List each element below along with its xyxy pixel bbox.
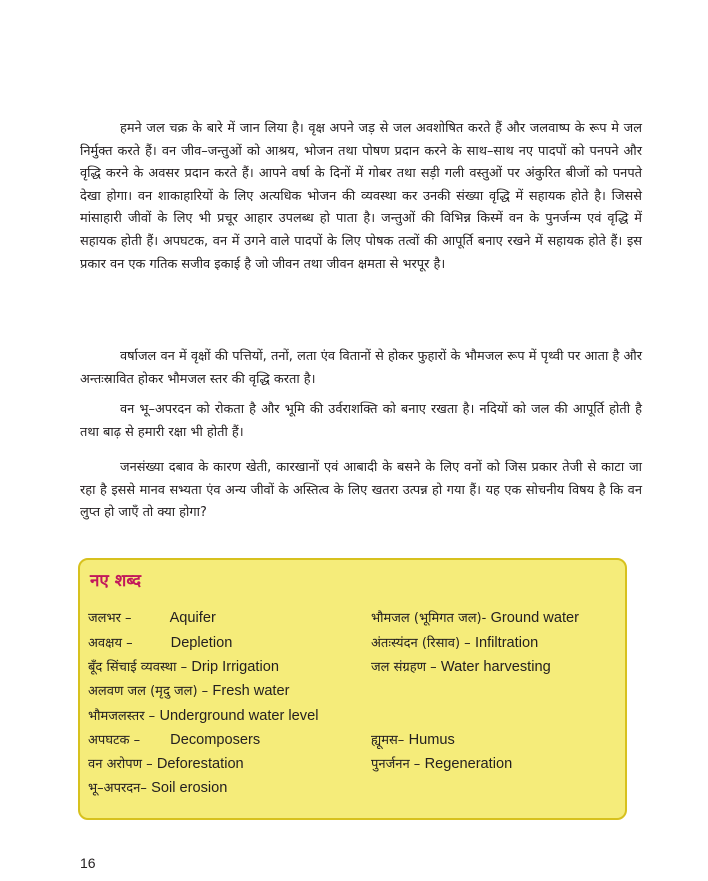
new-words-title: नए शब्द xyxy=(90,571,142,591)
glossary-term: भौमजल (भूमिगत जल)- Ground water xyxy=(371,610,579,626)
page-number: 16 xyxy=(80,855,96,871)
glossary-term: भौमजलस्तर – Underground water level xyxy=(88,708,319,724)
glossary-term: ह्यूमस– Humus xyxy=(371,732,455,748)
glossary-term: वन अरोपण – Deforestation xyxy=(88,756,244,772)
glossary-term: जलभर – Aquifer xyxy=(88,610,216,626)
glossary-term: पुनर्जनन – Regeneration xyxy=(371,756,513,772)
glossary-term: अलवण जल (मृदु जल) – Fresh water xyxy=(88,683,290,699)
paragraph-soil-erosion: वन भू–अपरदन को रोकता है और भूमि की उर्वराशक्ति को बनाए रखता है। नदियों को जल की आपूर्ति होती है तथा बाढ़ से हमारी रक्षा भी होती हैं। xyxy=(80,402,642,440)
paragraph-deforestation: जनसंख्या दबाव के कारण खेती, कारखानों एवं आबादी के बसने के लिए वनों को जिस प्रकार तेजी से काटा जा रहा है इससे मानव सभ्यता एंव अन्य जीवों के अस्तित्व के लिए खतरा उत्पन्न हो गया हैं। यह एक सोचनीय विषय है कि वन लुप्त हो जाएँ तो क्या होगा? xyxy=(80,460,642,521)
glossary-term: जल संग्रहण – Water harvesting xyxy=(371,659,551,675)
paragraph-rainwater: वर्षाजल वन में वृक्षों की पत्तियों, तनों, लता एंव वितानों से होकर फुहारों के भौमजल रूप में पृथ्वी पर आता है और अन्तःस्रावित होकर भौमजल स्तर की वृद्धि करता है। xyxy=(80,349,642,387)
glossary-term: बूँद सिंचाई व्यवस्था – Drip Irrigation xyxy=(88,659,279,675)
new-words-box xyxy=(78,558,627,820)
glossary-term: अवक्षय – Depletion xyxy=(88,635,233,651)
glossary-term: अंतःस्यंदन (रिसाव) – Infiltration xyxy=(371,635,539,651)
glossary-term: भू–अपरदन– Soil erosion xyxy=(88,780,228,796)
glossary-term: अपघटक – Decomposers xyxy=(88,732,261,748)
paragraph-water-cycle: हमने जल चक्र के बारे में जान लिया है। वृक्ष अपने जड़ से जल अवशोषित करते हैं और जलवाष्प के रूप मे जल निर्मुक्त करते हैं। वन जीव–जन्तुओं को आश्रय, भोजन तथा पोषण प्रदान करने के साथ–साथ नए पादपों को पनपने और वृद्धि करने के अवसर प्रदान करते हैं। आपने वर्षा के दिनों में गोबर तथा सड़ी गली वस्तुओं पर अंकुरित बीजों को पनपते देखा होगा। वन शाकाहारियों के लिए अत्यधिक भोजन की व्यवस्था कर उनकी संख्या वृद्धि में सहायक होते है। जिससे मांसाहारी जीवों के लिए भी प्रचूर आहार उपलब्ध हो पाता है। जन्तुओं की विभिन्न किस्में वन के पुनर्जन्म एवं वृद्धि में सहायक होती हैं। अपघटक, वन में उगने वाले पादपों के लिए पोषक तत्वों की आपूर्ति बनाए रखने में सहायक होते हैं। इस प्रकार वन एक गतिक सजीव इकाई है जो जीवन तथा जीवन क्षमता से भरपूर है। xyxy=(80,121,642,272)
